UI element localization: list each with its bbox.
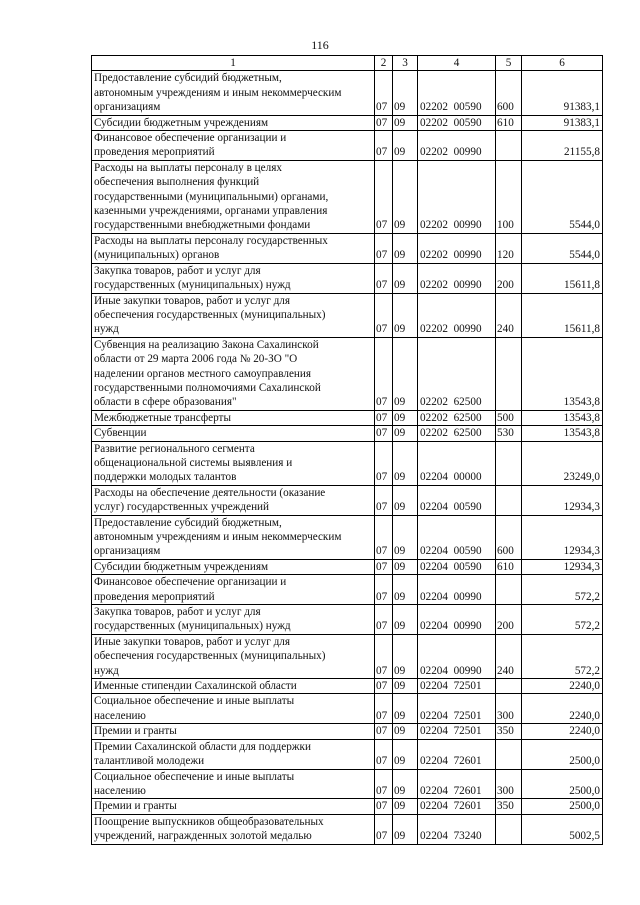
table-row [92, 426, 603, 441]
expense-name-cell: Премии и гранты [92, 799, 375, 814]
expense-name-cell: Межбюджетные трансферты [92, 410, 375, 425]
subsection-code-cell: 09 [393, 263, 418, 293]
section-code-cell: 07 [375, 410, 393, 425]
target-article-cell: 02204 73240 [418, 814, 496, 844]
expense-type-cell: 530 [496, 426, 522, 441]
section-code-cell: 07 [375, 814, 393, 844]
amount-cell: 12934,3 [522, 559, 603, 574]
expense-name-cell: Предоставление субсидий бюджетным, автономным учреждениям и иным некоммерческим организациям [92, 71, 375, 115]
expense-type-cell: 300 [496, 694, 522, 724]
target-article-cell: 02204 72601 [418, 769, 496, 799]
header-row [92, 56, 603, 71]
subsection-code-cell: 09 [393, 515, 418, 559]
target-article-cell: 02204 72501 [418, 694, 496, 724]
expense-name-cell: Субвенции [92, 426, 375, 441]
subsection-code-cell: 09 [393, 71, 418, 115]
expense-type-cell: 240 [496, 293, 522, 337]
expense-name-cell: Финансовое обеспечение организации и проведения мероприятий [92, 575, 375, 605]
expense-name-cell: Иные закупки товаров, работ и услуг для обеспечения государственных (муниципальных) нужд [92, 634, 375, 678]
table-row [92, 739, 603, 769]
amount-cell: 2240,0 [522, 694, 603, 724]
amount-cell: 12934,3 [522, 515, 603, 559]
amount-cell: 572,2 [522, 634, 603, 678]
subsection-code-cell: 09 [393, 293, 418, 337]
target-article-cell: 02204 00590 [418, 559, 496, 574]
target-article-cell: 02202 00990 [418, 263, 496, 293]
amount-cell: 21155,8 [522, 131, 603, 161]
section-code-cell: 07 [375, 575, 393, 605]
expense-name-cell: Закупка товаров, работ и услуг для государственных (муниципальных) нужд [92, 263, 375, 293]
subsection-code-cell: 09 [393, 485, 418, 515]
expense-type-cell: 600 [496, 515, 522, 559]
header-cell: 4 [418, 56, 496, 71]
expense-name-cell: Расходы на обеспечение деятельности (оказание услуг) государственных учреждений [92, 485, 375, 515]
table-row [92, 814, 603, 844]
target-article-cell: 02202 00590 [418, 71, 496, 115]
table-row [92, 71, 603, 115]
amount-cell: 572,2 [522, 575, 603, 605]
section-code-cell: 07 [375, 337, 393, 410]
table-row [92, 559, 603, 574]
subsection-code-cell: 09 [393, 131, 418, 161]
target-article-cell: 02202 62500 [418, 426, 496, 441]
expense-name-cell: Субсидии бюджетным учреждениям [92, 559, 375, 574]
section-code-cell: 07 [375, 115, 393, 130]
subsection-code-cell: 09 [393, 441, 418, 485]
expense-name-cell: Субвенция на реализацию Закона Сахалинской области от 29 марта 2006 года № 20-ЗО "О наделении органов местного самоуправления государственными полномочиями Сахалинской области в сфере образования" [92, 337, 375, 410]
section-code-cell: 07 [375, 293, 393, 337]
section-code-cell: 07 [375, 263, 393, 293]
expense-name-cell: Премии Сахалинской области для поддержки талантливой молодежи [92, 739, 375, 769]
header-cell: 6 [522, 56, 603, 71]
target-article-cell: 02202 00990 [418, 131, 496, 161]
target-article-cell: 02204 72501 [418, 724, 496, 739]
table-row [92, 679, 603, 694]
section-code-cell: 07 [375, 131, 393, 161]
section-code-cell: 07 [375, 605, 393, 635]
subsection-code-cell: 09 [393, 769, 418, 799]
subsection-code-cell: 09 [393, 233, 418, 263]
amount-cell: 13543,8 [522, 337, 603, 410]
expense-name-cell: Развитие регионального сегмента общенациональной системы выявления и поддержки молодых талантов [92, 441, 375, 485]
amount-cell: 13543,8 [522, 426, 603, 441]
section-code-cell: 07 [375, 485, 393, 515]
table-row [92, 115, 603, 130]
section-code-cell: 07 [375, 233, 393, 263]
expense-type-cell: 100 [496, 160, 522, 233]
expense-name-cell: Социальное обеспечение и иные выплаты населению [92, 769, 375, 799]
section-code-cell: 07 [375, 634, 393, 678]
expense-name-cell: Расходы на выплаты персоналу в целях обеспечения выполнения функций государственными (муниципальными) органами, казенными учреждениями, органами управления государственными внебюджетными фондами [92, 160, 375, 233]
table-row [92, 575, 603, 605]
table-row [92, 485, 603, 515]
expense-type-cell [496, 337, 522, 410]
expense-type-cell: 240 [496, 634, 522, 678]
expense-type-cell: 610 [496, 559, 522, 574]
table-row [92, 233, 603, 263]
expense-name-cell: Расходы на выплаты персоналу государственных (муниципальных) органов [92, 233, 375, 263]
table-row [92, 769, 603, 799]
subsection-code-cell: 09 [393, 799, 418, 814]
subsection-code-cell: 09 [393, 814, 418, 844]
expense-type-cell [496, 575, 522, 605]
section-code-cell: 07 [375, 160, 393, 233]
expense-type-cell: 350 [496, 799, 522, 814]
table-row [92, 131, 603, 161]
target-article-cell: 02202 00990 [418, 293, 496, 337]
expense-name-cell: Предоставление субсидий бюджетным, автономным учреждениям и иным некоммерческим организациям [92, 515, 375, 559]
header-cell: 3 [393, 56, 418, 71]
expense-name-cell: Социальное обеспечение и иные выплаты населению [92, 694, 375, 724]
section-code-cell: 07 [375, 71, 393, 115]
subsection-code-cell: 09 [393, 724, 418, 739]
amount-cell: 23249,0 [522, 441, 603, 485]
section-code-cell: 07 [375, 799, 393, 814]
table-row [92, 410, 603, 425]
table-row [92, 293, 603, 337]
amount-cell: 2240,0 [522, 679, 603, 694]
table-row [92, 160, 603, 233]
target-article-cell: 02204 00000 [418, 441, 496, 485]
expense-name-cell: Закупка товаров, работ и услуг для государственных (муниципальных) нужд [92, 605, 375, 635]
target-article-cell: 02204 72601 [418, 799, 496, 814]
expense-type-cell: 610 [496, 115, 522, 130]
target-article-cell: 02204 00990 [418, 575, 496, 605]
subsection-code-cell: 09 [393, 694, 418, 724]
section-code-cell: 07 [375, 441, 393, 485]
amount-cell: 2500,0 [522, 799, 603, 814]
budget-table [91, 55, 603, 845]
expense-type-cell: 500 [496, 410, 522, 425]
target-article-cell: 02204 00590 [418, 485, 496, 515]
amount-cell: 5002,5 [522, 814, 603, 844]
table-row [92, 337, 603, 410]
table-row [92, 694, 603, 724]
subsection-code-cell: 09 [393, 739, 418, 769]
subsection-code-cell: 09 [393, 426, 418, 441]
table-row [92, 634, 603, 678]
section-code-cell: 07 [375, 426, 393, 441]
target-article-cell: 02202 00990 [418, 233, 496, 263]
table-row [92, 724, 603, 739]
header-cell: 2 [375, 56, 393, 71]
subsection-code-cell: 09 [393, 679, 418, 694]
expense-type-cell [496, 441, 522, 485]
target-article-cell: 02204 72501 [418, 679, 496, 694]
amount-cell: 5544,0 [522, 160, 603, 233]
section-code-cell: 07 [375, 694, 393, 724]
table-row [92, 263, 603, 293]
expense-type-cell [496, 131, 522, 161]
amount-cell: 12934,3 [522, 485, 603, 515]
expense-name-cell: Премии и гранты [92, 724, 375, 739]
expense-type-cell [496, 814, 522, 844]
expense-type-cell: 300 [496, 769, 522, 799]
target-article-cell: 02202 62500 [418, 410, 496, 425]
expense-name-cell: Поощрение выпускников общеобразовательных учреждений, награжденных золотой медалью [92, 814, 375, 844]
amount-cell: 2500,0 [522, 769, 603, 799]
target-article-cell: 02202 62500 [418, 337, 496, 410]
expense-name-cell: Финансовое обеспечение организации и проведения мероприятий [92, 131, 375, 161]
target-article-cell: 02204 00590 [418, 515, 496, 559]
subsection-code-cell: 09 [393, 410, 418, 425]
subsection-code-cell: 09 [393, 605, 418, 635]
section-code-cell: 07 [375, 515, 393, 559]
expense-name-cell: Именные стипендии Сахалинской области [92, 679, 375, 694]
expense-name-cell: Иные закупки товаров, работ и услуг для обеспечения государственных (муниципальных) нужд [92, 293, 375, 337]
table-row [92, 515, 603, 559]
target-article-cell: 02204 00990 [418, 605, 496, 635]
table-row [92, 605, 603, 635]
header-cell: 1 [92, 56, 375, 71]
amount-cell: 91383,1 [522, 71, 603, 115]
expense-type-cell [496, 679, 522, 694]
page-number: 116 [311, 38, 329, 52]
expense-type-cell: 200 [496, 263, 522, 293]
target-article-cell: 02202 00990 [418, 160, 496, 233]
amount-cell: 13543,8 [522, 410, 603, 425]
table-row [92, 441, 603, 485]
amount-cell: 2500,0 [522, 739, 603, 769]
subsection-code-cell: 09 [393, 337, 418, 410]
section-code-cell: 07 [375, 724, 393, 739]
section-code-cell: 07 [375, 559, 393, 574]
section-code-cell: 07 [375, 679, 393, 694]
amount-cell: 15611,8 [522, 293, 603, 337]
expense-type-cell [496, 485, 522, 515]
expense-type-cell: 600 [496, 71, 522, 115]
target-article-cell: 02202 00590 [418, 115, 496, 130]
expense-type-cell [496, 739, 522, 769]
subsection-code-cell: 09 [393, 559, 418, 574]
subsection-code-cell: 09 [393, 575, 418, 605]
header-cell: 5 [496, 56, 522, 71]
subsection-code-cell: 09 [393, 160, 418, 233]
table-row [92, 799, 603, 814]
expense-type-cell: 350 [496, 724, 522, 739]
amount-cell: 15611,8 [522, 263, 603, 293]
expense-name-cell: Субсидии бюджетным учреждениям [92, 115, 375, 130]
amount-cell: 91383,1 [522, 115, 603, 130]
subsection-code-cell: 09 [393, 634, 418, 678]
target-article-cell: 02204 72601 [418, 739, 496, 769]
expense-type-cell: 200 [496, 605, 522, 635]
section-code-cell: 07 [375, 739, 393, 769]
amount-cell: 572,2 [522, 605, 603, 635]
section-code-cell: 07 [375, 769, 393, 799]
subsection-code-cell: 09 [393, 115, 418, 130]
amount-cell: 5544,0 [522, 233, 603, 263]
amount-cell: 2240,0 [522, 724, 603, 739]
target-article-cell: 02204 00990 [418, 634, 496, 678]
expense-type-cell: 120 [496, 233, 522, 263]
